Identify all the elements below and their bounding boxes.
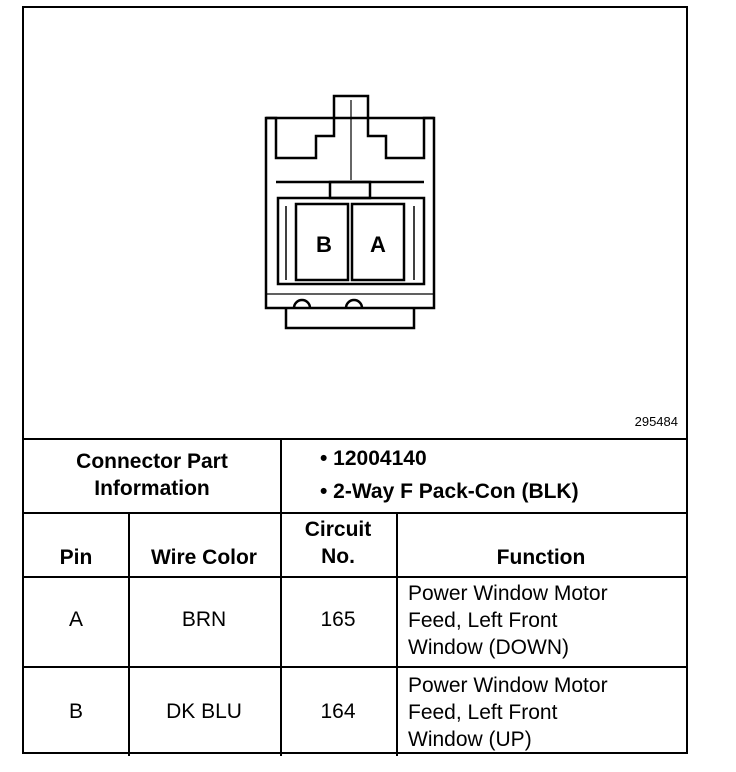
- divider: [24, 666, 686, 668]
- header-circuit-line2: No.: [321, 545, 355, 568]
- diagram-frame: [22, 6, 688, 754]
- row-b-circuit: 164: [320, 700, 356, 723]
- part-number: • 12004140: [320, 447, 427, 470]
- row-b-wire-color: DK BLU: [166, 700, 242, 723]
- header-circuit-line1: Circuit: [304, 518, 372, 541]
- connector-info-list: [320, 442, 579, 508]
- connector-latch: [266, 96, 434, 158]
- divider: [24, 512, 686, 514]
- divider: [24, 438, 686, 440]
- pin-label-b: B: [316, 232, 332, 257]
- header-pin: Pin: [59, 546, 93, 569]
- row-a-function-line: Window (DOWN): [408, 636, 569, 659]
- row-a-pin: A: [68, 608, 83, 631]
- divider: [24, 576, 686, 578]
- row-b-function-line: Window (UP): [408, 728, 532, 751]
- row-b-pin: B: [68, 700, 83, 723]
- connector-info-title-line1: Connector Part: [76, 450, 228, 473]
- connector-housing: [266, 118, 434, 308]
- connector-diagram: [24, 8, 686, 438]
- connector-info-title: [24, 448, 280, 502]
- row-b-function: [408, 672, 608, 753]
- row-b-function-line: Feed, Left Front: [408, 701, 558, 724]
- connector-bottom-tab: [286, 308, 414, 328]
- header-circuit: [280, 516, 396, 570]
- row-a-function: [408, 580, 608, 661]
- header-wire-color: Wire Color: [151, 546, 257, 569]
- connector-drawing: [24, 8, 686, 438]
- row-b-function-line: Power Window Motor: [408, 674, 608, 697]
- row-a-function-line: Feed, Left Front: [408, 609, 558, 632]
- header-function: Function: [496, 546, 586, 569]
- pin-label-a: A: [370, 232, 386, 257]
- row-a-wire-color: BRN: [181, 608, 227, 631]
- figure-number: 295484: [634, 414, 678, 429]
- connector-description: • 2-Way F Pack-Con (BLK): [320, 480, 579, 503]
- row-a-function-line: Power Window Motor: [408, 582, 608, 605]
- connector-info-title-line2: Information: [94, 477, 210, 500]
- row-a-circuit: 165: [320, 608, 356, 631]
